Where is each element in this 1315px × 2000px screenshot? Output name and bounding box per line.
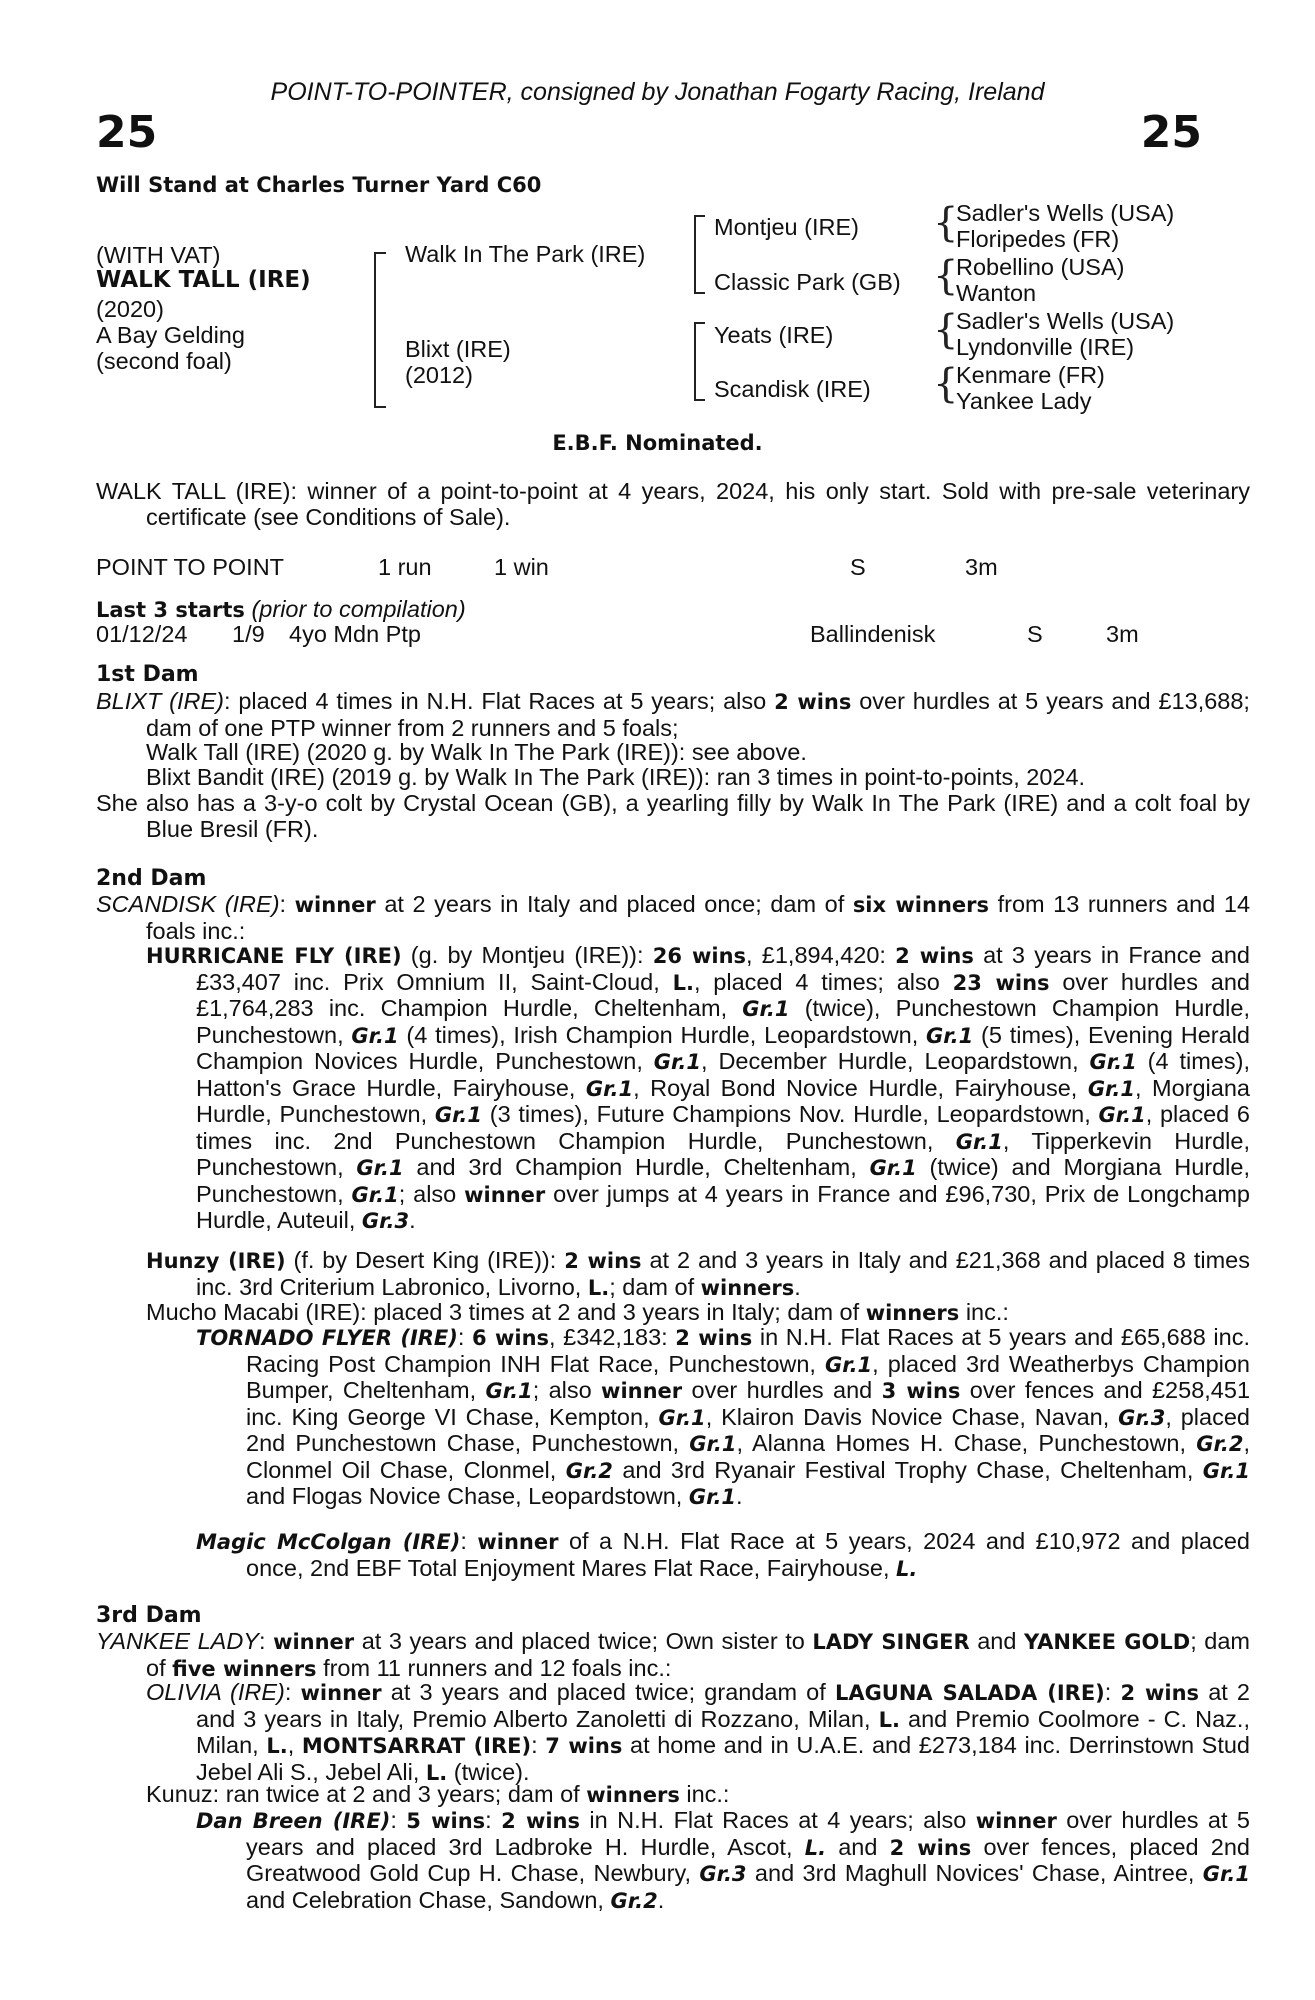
hunzy-entry: Hunzy (IRE) (f. by Desert King (IRE)): 2 wins at 2 and 3 years in Italy and £21,368 and placed 8 times inc. 3rd Criterium Labronico, Livorno, L.; dam of winners. bbox=[146, 1247, 1250, 1300]
second-dam-entry: SCANDISK (IRE): winner at 2 years in Italy and placed once; dam of six winners from 13 runners and 14 foals inc.: bbox=[96, 891, 1251, 944]
ped-dss: Sadler's Wells (USA) bbox=[956, 308, 1175, 334]
start-going: S bbox=[1027, 621, 1043, 647]
page-header: POINT-TO-POINTER, consigned by Jonathan Fogarty Racing, Ireland bbox=[270, 78, 1045, 106]
sire: Walk In The Park (IRE) bbox=[405, 241, 646, 267]
olivia-entry: OLIVIA (IRE): winner at 3 years and placed twice; grandam of LAGUNA SALADA (IRE): 2 wins at 2 and 3 years in Italy, Premio Alberto Zanoletti di Rozzano, Milan, L. and Premio Coolmore - C. Naz., Milan, L., MONTSARRAT (IRE): 7 wins at home and in U.A.E. and £273,184 inc. Derrinstown Stud Jebel Ali S., Jebel Ali, L. (twice). bbox=[146, 1679, 1251, 1785]
first-dam-produce-2: Blixt Bandit (IRE) (2019 g. by Walk In The Park (IRE)): ran 3 times in point-to-points, 2024. bbox=[146, 764, 1086, 790]
tornado-flyer-entry: TORNADO FLYER (IRE): 6 wins, £342,183: 2 wins in N.H. Flat Races at 5 years and £65,688 inc. Racing Post Champion INH Flat Race, Punchestown, Gr.1, placed 3rd Weatherbys Champion Bumper, Cheltenham, Gr.1; also winner over hurdles and 3 wins over fences and £258,451 inc. King George VI Chase, Kempton, Gr.1, Klairon Davis Novice Chase, Navan, Gr.3, placed 2nd Punchestown Chase, Punchestown, Gr.1, Alanna Homes H. Chase, Punchestown, Gr.2, Clonmel Oil Chase, Clonmel, Gr.2 and 3rd Ryanair Festival Trophy Chase, Cheltenham, Gr.1 and Flogas Novice Chase, Leopardstown, Gr.1. bbox=[196, 1324, 1251, 1509]
lot-number-right: 25 bbox=[1140, 107, 1202, 158]
lot-number-left: 25 bbox=[96, 107, 158, 158]
ebf-nominated: E.B.F. Nominated. bbox=[552, 431, 763, 455]
record-wins: 1 win bbox=[494, 554, 549, 580]
start-distance: 3m bbox=[1106, 621, 1139, 647]
mucho-macabi-entry: Mucho Macabi (IRE): placed 3 times at 2 and 3 years in Italy; dam of winners inc.: bbox=[146, 1299, 1009, 1325]
start-race: 4yo Mdn Ptp bbox=[289, 621, 421, 647]
sire-sire: Montjeu (IRE) bbox=[714, 214, 859, 240]
horse-year: (2020) bbox=[96, 296, 164, 322]
sire-dam: Classic Park (GB) bbox=[714, 269, 901, 295]
magic-mccolgan-entry: Magic McColgan (IRE): winner of a N.H. Flat Race at 5 years, 2024 and £10,972 and placed once, 2nd EBF Total Enjoyment Mares Flat Race, Fairyhouse, L. bbox=[196, 1528, 1250, 1581]
record-going: S bbox=[850, 554, 866, 580]
stand-location: Will Stand at Charles Turner Yard C60 bbox=[96, 173, 542, 197]
pedigree-bracket-sd: { bbox=[933, 253, 959, 299]
last-starts-title: Last 3 starts bbox=[96, 598, 245, 622]
pedigree-bracket-dd: { bbox=[933, 361, 959, 407]
start-date: 01/12/24 bbox=[96, 621, 188, 647]
pedigree-bracket-1 bbox=[374, 252, 386, 408]
summary: WALK TALL (IRE): winner of a point-to-point at 4 years, 2024, his only start. Sold with pre-sale veterinary certificate (see Conditions of Sale). bbox=[96, 478, 1250, 530]
record-distance: 3m bbox=[965, 554, 998, 580]
record-type: POINT TO POINT bbox=[96, 554, 285, 580]
last-starts-heading bbox=[96, 596, 466, 623]
dam-dam: Scandisk (IRE) bbox=[714, 376, 871, 402]
pedigree-bracket-ds: { bbox=[933, 307, 959, 353]
vat-note: (WITH VAT) bbox=[96, 242, 221, 268]
ped-ddd: Yankee Lady bbox=[956, 388, 1092, 414]
ped-sdd: Wanton bbox=[956, 280, 1037, 306]
ped-dsd: Lyndonville (IRE) bbox=[956, 334, 1135, 360]
first-dam-heading: 1st Dam bbox=[96, 662, 199, 687]
hurricane-fly-entry: HURRICANE FLY (IRE) (g. by Montjeu (IRE)): 26 wins, £1,894,420: 2 wins at 3 years in France and £33,407 inc. Prix Omnium II, Saint-Cloud, L., placed 4 times; also 23 wins over hurdles and £1,764,283 inc. Champion Hurdle, Cheltenham, Gr.1 (twice), Punchestown Champion Hurdle, Punchestown, Gr.1 (4 times), Irish Champion Hurdle, Leopardstown, Gr.1 (5 times), Evening Herald Champion Novices Hurdle, Punchestown, Gr.1, December Hurdle, Leopardstown, Gr.1 (4 times), Hatton's Grace Hurdle, Fairyhouse, Gr.1, Royal Bond Novice Hurdle, Fairyhouse, Gr.1, Morgiana Hurdle, Punchestown, Gr.1 (3 times), Future Champions Nov. Hurdle, Leopardstown, Gr.1, placed 6 times inc. 2nd Punchestown Champion Hurdle, Punchestown, Gr.1, Tipperkevin Hurdle, Punchestown, Gr.1 and 3rd Champion Hurdle, Cheltenham, Gr.1 (twice) and Morgiana Hurdle, Punchestown, Gr.1; also winner over jumps at 4 years in France and £96,730, Prix de Longchamp Hurdle, Auteuil, Gr.3. bbox=[146, 942, 1250, 1233]
start-course: Ballindenisk bbox=[810, 621, 936, 647]
third-dam-heading: 3rd Dam bbox=[96, 1603, 202, 1628]
pedigree-bracket-dam bbox=[694, 322, 705, 401]
dan-breen-entry: Dan Breen (IRE): 5 wins: 2 wins in N.H. Flat Races at 4 years; also winner over hurdles at 5 years and placed 3rd Ladbroke H. Hurdle, Ascot, L. and 2 wins over fences, placed 2nd Greatwood Gold Cup H. Chase, Newbury, Gr.3 and 3rd Maghull Novices' Chase, Aintree, Gr.1 and Celebration Chase, Sandown, Gr.2. bbox=[196, 1807, 1251, 1913]
record-runs: 1 run bbox=[378, 554, 432, 580]
dam: Blixt (IRE) bbox=[405, 336, 511, 362]
ped-dds: Kenmare (FR) bbox=[956, 362, 1105, 388]
ped-sss: Sadler's Wells (USA) bbox=[956, 200, 1175, 226]
kunuz-entry: Kunuz: ran twice at 2 and 3 years; dam of winners inc.: bbox=[146, 1781, 730, 1807]
last-starts-note: (prior to compilation) bbox=[251, 596, 466, 622]
dam-sire: Yeats (IRE) bbox=[714, 322, 834, 348]
third-dam-entry: YANKEE LADY: winner at 3 years and placed twice; Own sister to LADY SINGER and YANKEE GOLD; dam of five winners from 11 runners and 12 foals inc.: bbox=[96, 1628, 1250, 1681]
second-dam-heading: 2nd Dam bbox=[96, 866, 207, 891]
first-dam-produce-1: Walk Tall (IRE) (2020 g. by Walk In The Park (IRE)): see above. bbox=[146, 739, 807, 765]
dam-year: (2012) bbox=[405, 362, 473, 388]
horse-name: WALK TALL (IRE) bbox=[96, 267, 311, 293]
start-position: 1/9 bbox=[232, 621, 265, 647]
horse-description: A Bay Gelding bbox=[96, 322, 245, 348]
pedigree-bracket-ss: { bbox=[933, 200, 959, 246]
ped-sds: Robellino (USA) bbox=[956, 254, 1125, 280]
first-dam-note: She also has a 3-y-o colt by Crystal Ocean (GB), a yearling filly by Walk In The Park (IRE) and a colt foal by Blue Bresil (FR). bbox=[96, 790, 1250, 842]
pedigree-bracket-sire bbox=[694, 215, 705, 294]
ped-ssd: Floripedes (FR) bbox=[956, 226, 1120, 252]
first-dam-entry: BLIXT (IRE): placed 4 times in N.H. Flat Races at 5 years; also 2 wins over hurdles at 5 years and £13,688; dam of one PTP winner from 2 runners and 5 foals; bbox=[96, 688, 1250, 741]
horse-foal: (second foal) bbox=[96, 348, 232, 374]
